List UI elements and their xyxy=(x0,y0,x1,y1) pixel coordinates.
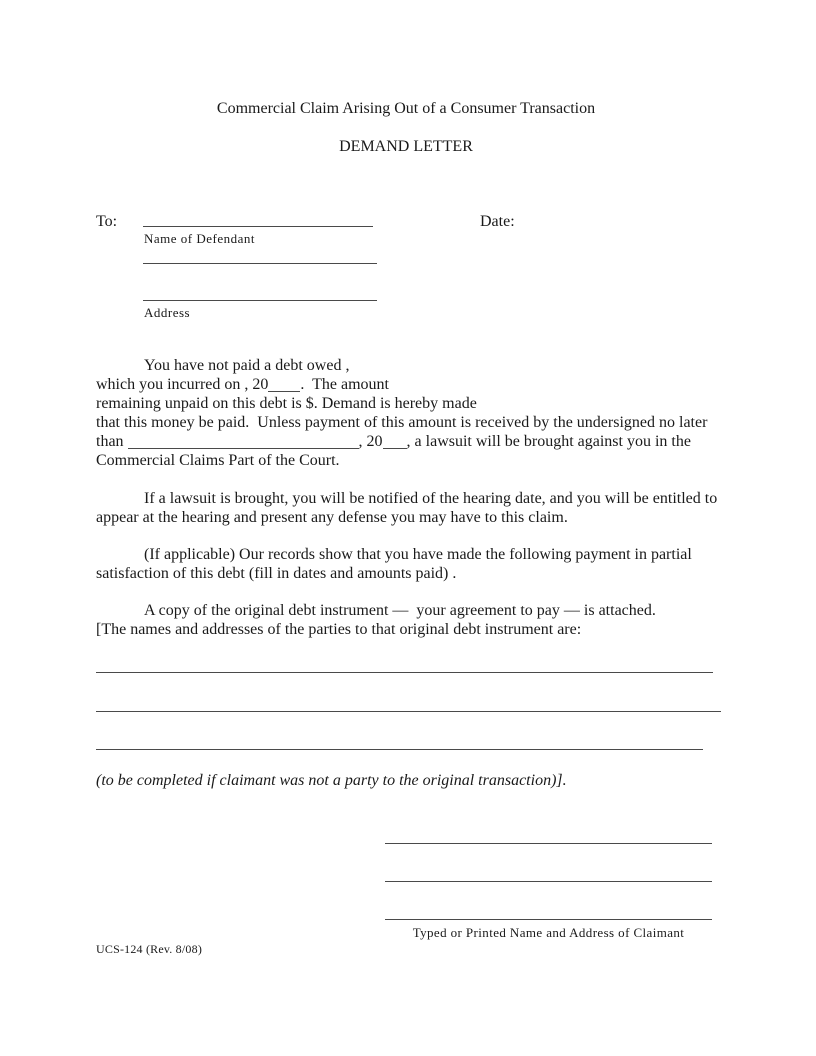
deadline-year-field[interactable] xyxy=(383,448,407,449)
demand-line-6: Commercial Claims Part of the Court. xyxy=(96,452,340,469)
document-title: DEMAND LETTER xyxy=(339,138,473,155)
deadline-date-field[interactable] xyxy=(128,448,359,449)
recipient-and-date-block xyxy=(96,212,716,320)
partial-payment-line-2 xyxy=(96,564,716,583)
to-label: To: xyxy=(96,213,118,230)
form-category-title: Commercial Claim Arising Out of a Consumer Transaction xyxy=(216,100,596,117)
claimant-address-field-1[interactable] xyxy=(385,881,712,882)
debt-instrument-line-1: A copy of the original debt instrument — your agreement to pay — is attached. xyxy=(144,602,656,619)
satisfaction-text: satisfaction of this debt (fill in dates and amounts paid) xyxy=(96,565,453,582)
debt-instrument-line-2: [The names and addresses of the parties to that original debt instrument are: xyxy=(96,621,582,638)
partial-payment-paragraph xyxy=(96,545,716,583)
hearing-line-2: appear at the hearing and present any defense you may have to this claim. xyxy=(96,509,568,526)
debt-instrument-paragraph xyxy=(96,601,716,639)
demand-line-5 xyxy=(96,432,716,451)
address-caption: Address xyxy=(144,305,191,320)
claimant-name-field[interactable] xyxy=(385,843,712,844)
hearing-line-1: If a lawsuit is brought, you will be notified of the hearing date, and you will be entitled to xyxy=(144,490,718,507)
lawsuit-warning-text: , a lawsuit will be brought against you in the xyxy=(406,433,691,450)
parties-field-3[interactable] xyxy=(96,749,703,750)
incurred-on-text: which you incurred on xyxy=(96,376,245,393)
date-label: Date: xyxy=(480,213,515,230)
demand-made-text: . Demand is hereby made xyxy=(313,395,477,412)
unpaid-amount-text: remaining unpaid on this debt is $ xyxy=(96,395,314,412)
deadline-than-text: than xyxy=(96,433,128,450)
incurred-year-prefix: , 20 xyxy=(244,376,269,393)
address-line1-field[interactable] xyxy=(143,263,377,264)
form-content xyxy=(96,99,716,957)
form-number: UCS-124 (Rev. 8/08) xyxy=(96,942,203,956)
deadline-year-prefix: , 20 xyxy=(358,433,383,450)
partial-payment-period: . xyxy=(452,565,457,582)
demand-line-4: that this money be paid. Unless payment of this amount is received by the undersigned no later xyxy=(96,414,708,431)
demand-paragraph xyxy=(96,356,716,470)
demand-line-1 xyxy=(96,356,716,375)
claimant-caption: Typed or Printed Name and Address of Claimant xyxy=(412,925,685,940)
demand-line-2 xyxy=(96,375,716,394)
defendant-name-field[interactable] xyxy=(143,226,373,227)
claimant-address-field-2[interactable] xyxy=(385,919,712,920)
claimant-note-italic: (to be completed if claimant was not a party to the original transaction)]. xyxy=(96,772,567,789)
defendant-name-caption: Name of Defendant xyxy=(144,231,256,246)
incurred-year-field[interactable] xyxy=(268,391,300,392)
line1-comma: , xyxy=(345,357,350,374)
partial-payment-line-1: (If applicable) Our records show that you have made the following payment in partial xyxy=(144,546,692,563)
debt-owed-text: You have not paid a debt owed xyxy=(144,357,346,374)
parties-field-2[interactable] xyxy=(96,711,721,712)
address-line2-field[interactable] xyxy=(143,300,377,301)
claimant-signature-block xyxy=(385,843,712,941)
hearing-paragraph xyxy=(96,489,716,527)
amount-intro-text: . The amount xyxy=(300,376,389,393)
parties-field-1[interactable] xyxy=(96,672,713,673)
demand-line-3 xyxy=(96,394,716,413)
